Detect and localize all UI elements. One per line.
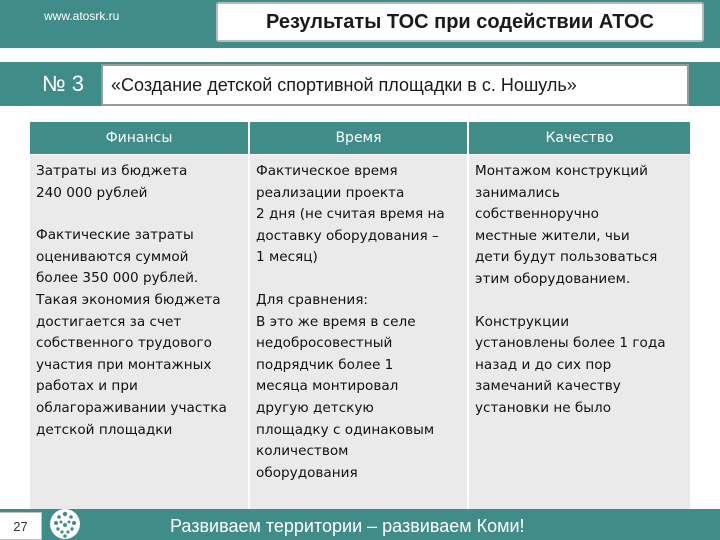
table-row	[30, 155, 690, 521]
quality-installation-text: Монтажом конструкций занимались собственноручно местные жители, чьи дети будут пользоваться этим оборудованием.	[475, 163, 658, 287]
finance-budget-text: Затраты из бюджета 240 000 рублей	[36, 163, 188, 201]
time-cell	[249, 155, 468, 521]
title-box	[216, 2, 704, 42]
results-table	[30, 122, 690, 521]
time-comparison-text: Для сравнения: В это же время в селе недобросовестный подрядчик более 1 месяца монтировал другую детскую площадку с одинаковым количеством оборудования	[256, 291, 435, 481]
atos-logo-icon	[48, 508, 82, 540]
quality-durability-text: Конструкции установлены более 1 года назад и до сих пор замечаний качеству установки не было	[475, 313, 666, 416]
footer-slogan: Развиваем территории – развиваем Коми!	[170, 516, 525, 536]
column-header-time: Время	[249, 122, 468, 155]
project-title: «Создание детской спортивной площадки в с. Ношуль»	[111, 74, 577, 95]
column-header-finance: Финансы	[30, 122, 249, 155]
finance-actual-text: Фактические затраты оцениваются суммой более 350 000 рублей. Такая экономия бюджета достигается за счет собственного трудового участия при монтажных работах и при облагораживании участка детской площадки	[36, 227, 227, 438]
column-header-quality: Качество	[468, 122, 690, 155]
site-url[interactable]: www.atosrk.ru	[44, 9, 120, 23]
project-number: № 3	[42, 71, 84, 96]
page-number: 27	[0, 512, 42, 540]
page-title: Результаты ТОС при содействии АТОС	[266, 10, 654, 33]
finance-cell	[30, 155, 249, 521]
table-header-row	[30, 122, 690, 155]
time-actual-text: Фактическое время реализации проекта 2 дня (не считая время на доставку оборудования – 1 месяц)	[256, 163, 445, 266]
project-title-box	[101, 64, 689, 106]
quality-cell	[468, 155, 690, 521]
